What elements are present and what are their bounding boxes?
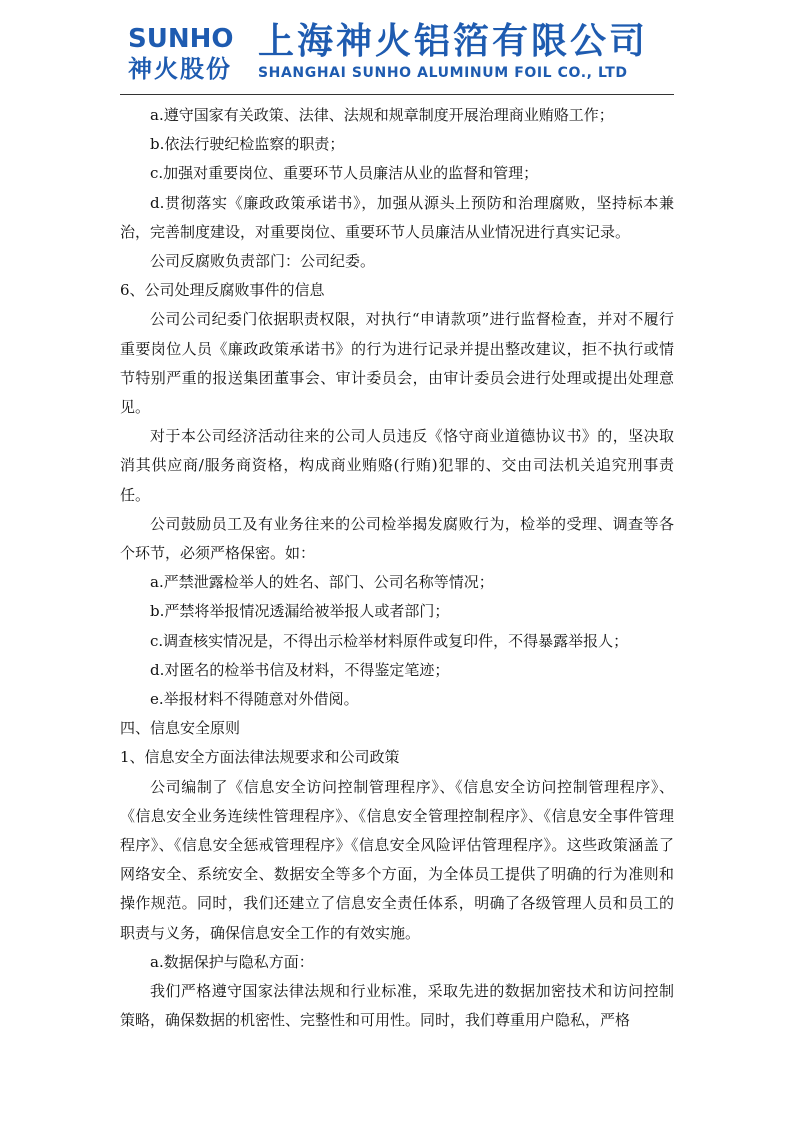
company-name bbox=[258, 22, 668, 88]
document-body bbox=[120, 101, 674, 1036]
paragraph: d.贯彻落实《廉政政策承诺书》，加强从源头上预防和治理腐败，坚持标本兼治，完善制度建设，对重要岗位、重要环节人员廉洁从业情况进行真实记录。 bbox=[120, 193, 674, 241]
section-heading: 6、公司处理反腐败事件的信息 bbox=[120, 281, 325, 300]
paragraph: c.加强对重要岗位、重要环节人员廉洁从业的监督和管理； bbox=[150, 164, 539, 183]
paragraph: a.数据保护与隐私方面： bbox=[150, 952, 314, 971]
sunho-logo bbox=[128, 24, 248, 88]
header-divider bbox=[120, 94, 674, 95]
paragraph: 公司鼓励员工及有业务往来的公司检举揭发腐败行为，检举的受理、调查等各个环节，必须严格保密。如： bbox=[120, 514, 674, 563]
company-name-en: SHANGHAI SUNHO ALUMINUM FOIL CO., LTD bbox=[258, 65, 628, 81]
logo-cn: 神火股份 bbox=[128, 55, 232, 83]
paragraph: e.举报材料不得随意对外借阅。 bbox=[150, 690, 359, 709]
paragraph: 公司反腐败负责部门：公司纪委。 bbox=[150, 252, 376, 271]
paragraph: d.对匿名的检举书信及材料，不得鉴定笔迹； bbox=[150, 660, 450, 679]
logo-en: SUNHO bbox=[128, 24, 234, 54]
paragraph: 公司编制了《信息安全访问控制管理程序》、《信息安全访问控制管理程序》、《信息安全业务连续性管理程序》、《信息安全管理控制程序》、《信息安全事件管理程序》、《信息安全惩戒管理程序》《信息安全风险评估管理程序》。这些政策涵盖了网络安全、系统安全、数据安全等多个方面，为全体员工提供了明确的行为准则和操作规范。同时，我们还建立了信息安全责任体系，明确了各级管理人员和员工的职责与义务，确保信息安全工作的有效实施。 bbox=[120, 777, 674, 942]
paragraph: c.调查核实情况是，不得出示检举材料原件或复印件，不得暴露举报人； bbox=[150, 631, 629, 650]
paragraph: 我们严格遵守国家法律法规和行业标准，采取先进的数据加密技术和访问控制策略，确保数据的机密性、完整性和可用性。同时，我们尊重用户隐私，严格 bbox=[120, 982, 674, 1030]
paragraph: 公司公司纪委门依据职责权限，对执行“申请款项”进行监督检查，并对不履行重要岗位人员《廉政政策承诺书》的行为进行记录并提出整改建议，拒不执行或情节特别严重的报送集团董事会、审计委员会，由审计委员会进行处理或提出处理意见。 bbox=[120, 310, 674, 417]
paragraph: a.遵守国家有关政策、法律、法规和规章制度开展治理商业贿赂工作； bbox=[150, 106, 614, 124]
paragraph: b.严禁将举报情况透漏给被举报人或者部门； bbox=[150, 602, 450, 621]
paragraph: b.依法行驶纪检监察的职责； bbox=[150, 135, 345, 154]
paragraph: a.严禁泄露检举人的姓名、部门、公司名称等情况； bbox=[150, 573, 494, 592]
paragraph: 对于本公司经济活动往来的公司人员违反《恪守商业道德协议书》的，坚决取消其供应商/服务商资格，构成商业贿赂(行贿)犯罪的、交由司法机关追究刑事责任。 bbox=[120, 427, 674, 504]
section-heading: 1、信息安全方面法律法规要求和公司政策 bbox=[120, 748, 400, 767]
letterhead bbox=[120, 18, 674, 94]
company-name-cn: 上海神火铝箔有限公司 bbox=[258, 21, 649, 62]
section-heading: 四、信息安全原则 bbox=[120, 719, 241, 738]
